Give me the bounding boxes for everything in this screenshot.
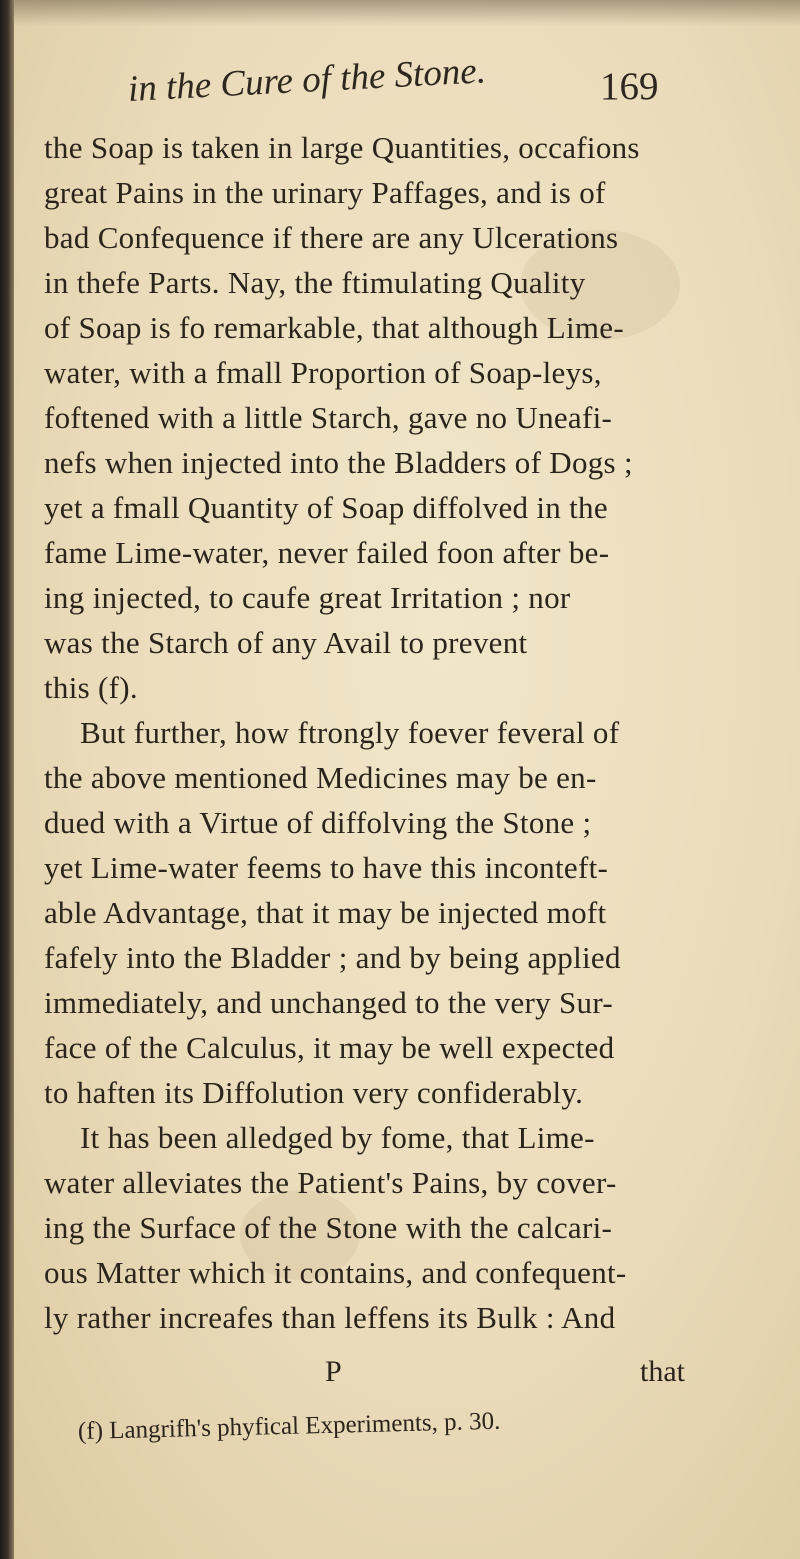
text-line: the above mentioned Medicines may be en- — [44, 760, 597, 795]
text-line: of Soap is fo remarkable, that although Lime- — [44, 310, 624, 345]
text-line: water alleviates the Patient's Pains, by cover- — [44, 1165, 617, 1200]
text-line: able Advantage, that it may be injected moft — [44, 895, 607, 930]
text-line: great Pains in the urinary Paffages, and is of — [44, 175, 606, 210]
signature-mark: P — [325, 1355, 342, 1388]
text-line: yet a fmall Quantity of Soap diffolved in the — [44, 490, 608, 525]
body-text — [44, 125, 744, 1340]
text-line: immediately, and unchanged to the very Sur- — [44, 985, 613, 1020]
text-line: face of the Calculus, it may be well expected — [44, 1030, 615, 1065]
page-top-shadow — [14, 0, 800, 26]
text-line: ing injected, to caufe great Irritation ; nor — [44, 580, 571, 615]
text-line: fafely into the Bladder ; and by being applied — [44, 940, 621, 975]
catchword: that — [640, 1355, 685, 1388]
paragraph-start-line: It has been alledged by fome, that Lime- — [80, 1120, 595, 1155]
text-line: foftened with a little Starch, gave no Uneafi- — [44, 400, 613, 435]
footnote: (f) Langrifh's phyfical Experiments, p. 30. — [77, 1407, 501, 1445]
text-line: water, with a fmall Proportion of Soap-leys, — [44, 355, 602, 390]
text-line: to haften its Diffolution very confiderably. — [44, 1075, 584, 1110]
signature-catchword-row — [0, 1355, 800, 1395]
text-line: in thefe Parts. Nay, the ftimulating Quality — [44, 265, 586, 300]
page-header — [0, 50, 800, 110]
text-line: this (f). — [44, 670, 138, 705]
text-line: bad Confequence if there are any Ulcerations — [44, 220, 619, 255]
paragraph-start-line: But further, how ftrongly foever feveral of — [80, 715, 620, 750]
text-line: was the Starch of any Avail to prevent — [44, 625, 528, 660]
running-title: in the Cure of the Stone. — [126, 50, 487, 110]
text-line: yet Lime-water feems to have this inconteft- — [44, 850, 609, 885]
page-number: 169 — [600, 65, 659, 108]
text-line: nefs when injected into the Bladders of Dogs ; — [44, 445, 633, 480]
text-line: the Soap is taken in large Quantities, occafions — [44, 130, 640, 165]
text-line: ly rather increafes than leffens its Bulk : And — [44, 1300, 616, 1335]
text-line: fame Lime-water, never failed foon after be- — [44, 535, 610, 570]
book-binding-edge — [0, 0, 14, 1559]
text-line: ous Matter which it contains, and confequent- — [44, 1255, 627, 1290]
text-line: dued with a Virtue of diffolving the Stone ; — [44, 805, 592, 840]
text-line: ing the Surface of the Stone with the calcari- — [44, 1210, 613, 1245]
